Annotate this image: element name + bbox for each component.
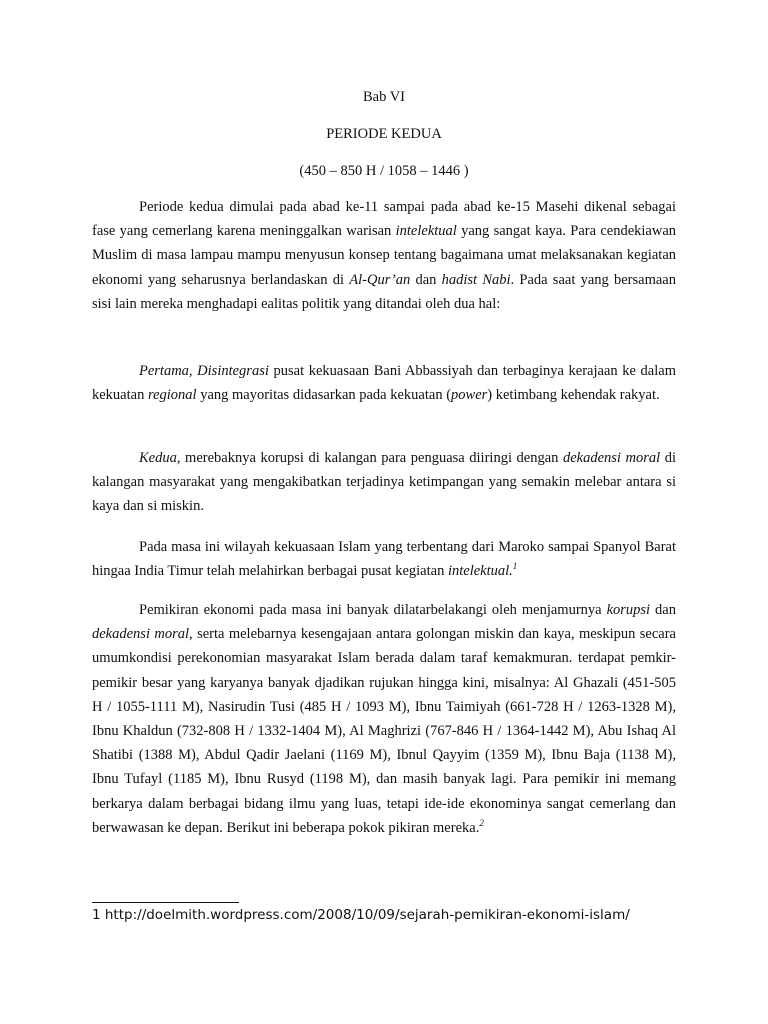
italic-term: korupsi [606,602,651,618]
italic-term: intelektual [395,223,457,240]
text-span: ) ketimbang kehendak rakyat. [487,387,660,404]
paragraph-pemikiran [92,598,676,840]
italic-term: dekadensi moral [562,450,661,466]
text-span: Pada masa ini wilayah kekuasaan Islam yang terbentang dari Maroko sampai Spanyol Barat hingaa India Timur telah melahirkan berbagai pusat kegiatan [92,539,676,580]
italic-term: Kedua, [139,450,181,466]
footnote-separator [92,902,239,903]
footnote-text: 1 http://doelmith.wordpress.com/2008/10/09/sejarah-pemikiran-ekonomi-islam/ [92,907,630,923]
paragraph-wilayah [92,535,676,583]
text-span: Pemikiran ekonomi pada masa ini banyak dilatarbelakangi oleh menjamurnya [139,602,607,618]
text-span: di kalangan masyarakat yang mengakibatkan terjadinya ketimpangan yang semakin melebar antara si kaya dan si miskin. [92,450,676,515]
italic-term: dekadensi moral [92,626,190,643]
text-span: dan [650,602,676,618]
text-span: Periode kedua dimulai pada abad ke-11 sampai pada abad ke-15 Masehi dikenal sebagai fase yang cemerlang karena meninggalkan warisan [92,199,676,240]
chapter-heading: Bab VI [362,89,406,105]
paragraph-pertama [92,359,676,407]
italic-term: hadist Nabi [441,271,511,288]
paragraph-intro [92,195,676,316]
period-range: (450 – 850 H / 1058 – 1446 ) [299,163,469,179]
footnote-ref: 1 [512,561,518,572]
italic-term: intelektual. [447,563,513,580]
text-span: pusat kekuasaan Bani Abbassiyah dan terbaginya kerajaan ke dalam kekuatan [92,363,676,404]
italic-term: Al-Qur’an [349,271,411,288]
footnote-ref: 2 [479,818,484,828]
italic-term: regional [147,387,197,404]
italic-term: Pertama, Disintegrasi [139,363,269,379]
chapter-title: PERIODE KEDUA [326,126,442,142]
italic-term: power [451,387,488,404]
text-span: yang mayoritas didasarkan pada kekuatan ( [196,387,452,404]
paragraph-kedua [92,446,676,519]
text-span: , serta melebarnya kesengajaan antara golongan miskin dan kaya, meskipun secara umumkondisi perekonomian masyarakat Islam berada dalam taraf kemakmuran. terdapat pemkir-pemikir besar yang karyanya banyak djadikan rujukan hingga kini, misalnya: Al Ghazali (451-505 H / 1055-1111 M), Nasirudin Tusi (485 H / 1093 M), Ibnu Taimiyah (661-728 H / 1263-1328 M), Ibnu Khaldun (732-808 H / 1332-1404 M), Al Maghrizi (767-846 H / 1364-1442 M), Abu Ishaq Al Shatibi (1388 M), Abdul Qadir Jaelani (1169 M), Ibnul Qayyim (1359 M), Ibnu Baja (1138 M), Ibnu Tufayl (1185 M), Ibnu Rusyd (1198 M), dan masih banyak lagi. Para pemikir ini memang berkarya dalam berbagai bidang ilmu yang luas, tetapi ide-ide ekonominya sangat cemerlang dan berwawasan ke depan. Berikut ini beberapa pokok pikiran mereka. [92,626,676,836]
text-span: dan [410,271,442,288]
text-span: yang sangat kaya. Para cendekiawan Muslim di masa lampau mampu menyusun konsep tentang bagaimana umat melaksanakan kegiatan ekonomi yang seharusnya berlandaskan di [92,223,677,288]
text-span: merebaknya korupsi di kalangan para penguasa diiringi dengan [180,450,563,466]
text-span: . Pada saat yang bersamaan sisi lain mereka menghadapi ealitas politik yang ditandai oleh dua hal: [92,271,676,312]
